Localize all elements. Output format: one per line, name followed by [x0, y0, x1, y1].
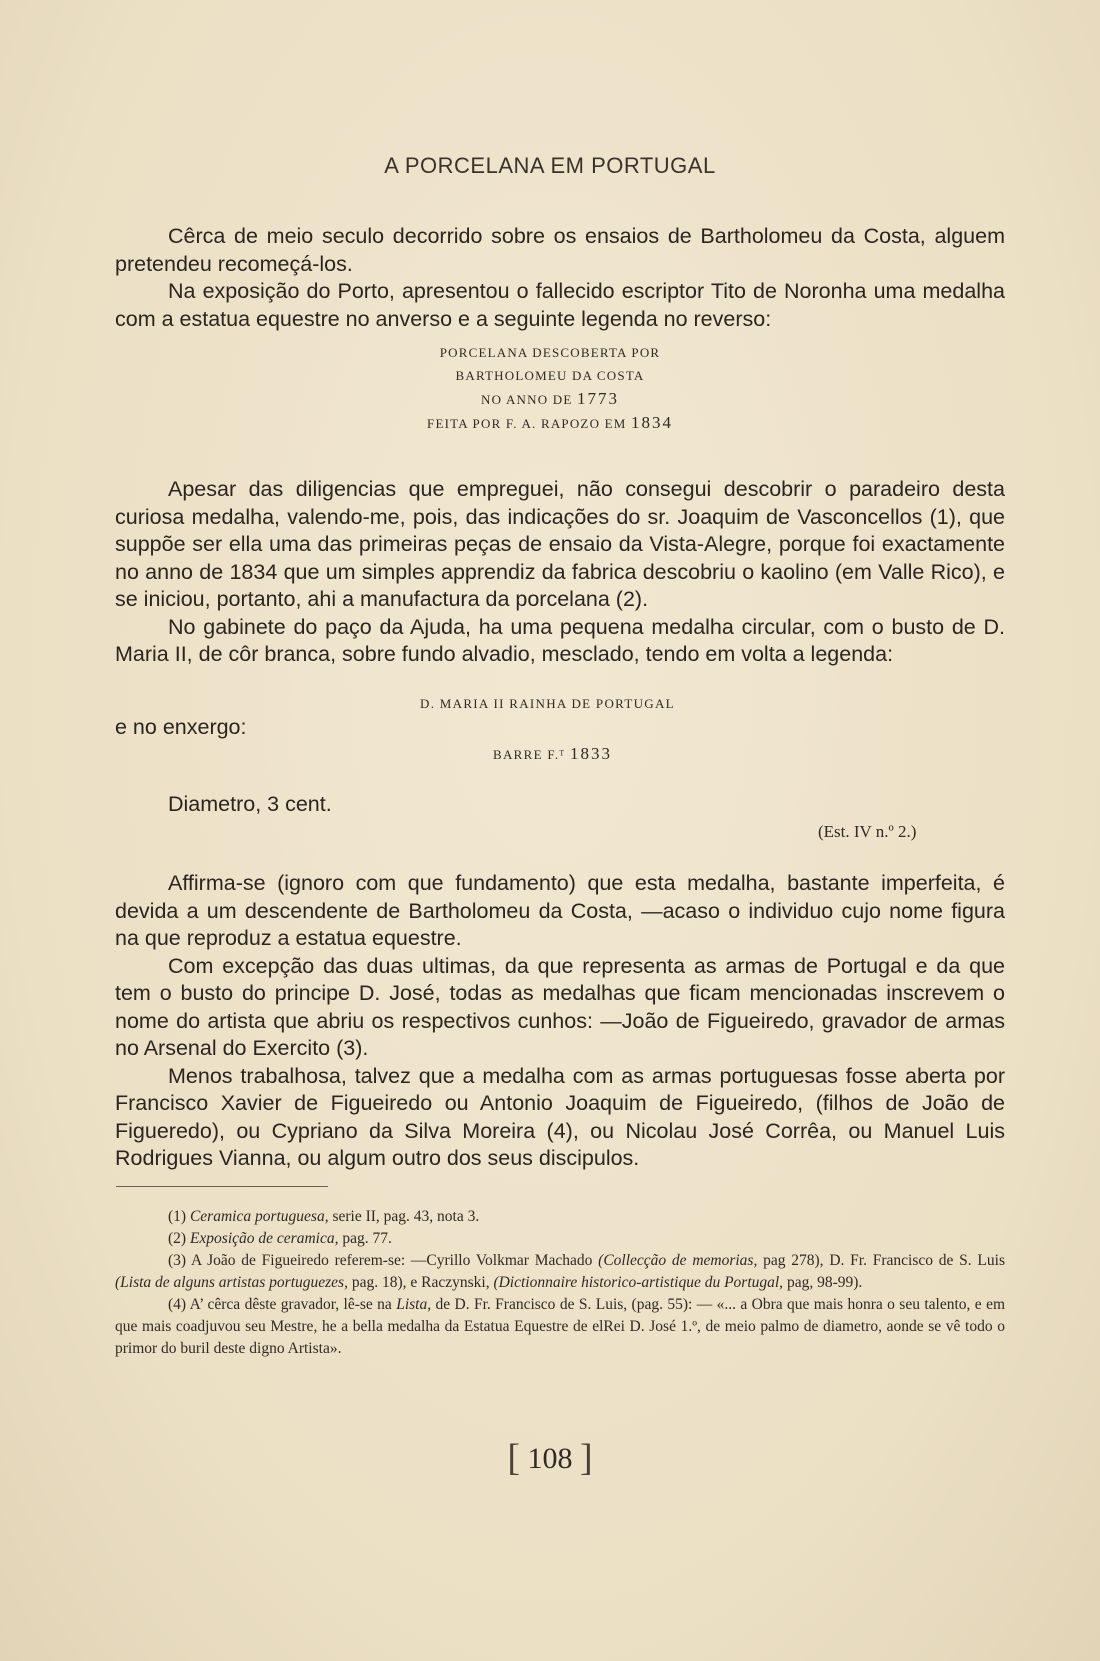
footnote-3-g: pag, 98-99).: [783, 1274, 863, 1291]
exergue-label: e no enxergo:: [115, 715, 247, 739]
paragraph-7: Menos trabalhosa, talvez que a medalha com as armas portuguesas fosse aberta por Francisco Xavier de Figueiredo ou Antonio Joaquim de Figueiredo, (filhos de João de Figueredo), ou Cypriano da Silva Moreira (4), ou Nicolau José Corrêa, ou Manuel Luis Rodrigues Vianna, ou algum outro dos seus discipulos.: [115, 1063, 1005, 1170]
legend2-line2-text: BARRE F.ᵀ: [493, 747, 566, 762]
footnote-3-e: pag. 18), e Raczynski,: [347, 1274, 494, 1291]
footnote-1: [115, 1206, 1005, 1228]
paragraph-6: Com excepção das duas ultimas, da que representa as armas de Portugal e da que tem o busto do principe D. José, todas as medalhas que ficam mencionadas inscrevem o nome do artista que abriu os respectivos cunhos: —João de Figueiredo, gravador de armas no Arsenal do Exercito (3).: [115, 953, 1005, 1060]
paragraph-4: No gabinete do paço da Ajuda, ha uma pequena medalha circular, com o busto de D. Maria II, de côr branca, sobre fundo alvadio, mesclado, tendo em volta a legenda:: [115, 614, 1005, 666]
footnote-2-rest: pag. 77.: [338, 1230, 392, 1247]
legend1-line3-text: NO ANNO DE: [481, 392, 573, 407]
footnote-1-title: Ceramica portuguesa,: [189, 1208, 329, 1225]
legend1-line4: [0, 411, 1100, 435]
footnote-2-title: Exposição de ceramica,: [189, 1230, 339, 1247]
legend2-line2: [493, 744, 612, 764]
legend1-line4-text: FEITA POR F. A. RAPOZO EM: [427, 416, 627, 431]
footnote-rule: [116, 1186, 328, 1187]
legend1-line3-year: 1773: [576, 389, 619, 408]
footnote-4-b: Lista,: [396, 1296, 432, 1313]
folio-number: 108: [527, 1442, 573, 1475]
footnote-3-c: pag 278), D. Fr. Francisco de S. Luis: [757, 1252, 1005, 1269]
diameter-note: Diametro, 3 cent.: [168, 792, 332, 816]
footnote-4: [115, 1294, 1005, 1360]
paragraph-3: Apesar das diligencias que empreguei, não consegui descobrir o paradeiro desta curiosa medalha, valendo-me, pois, das indicações do sr. Joaquim de Vasconcellos (1), que suppõe ser ella uma das primeiras peças de ensaio da Vista-Alegre, porque foi exactamente no anno de 1834 que um simples apprendiz da fabrica descobriu o kaolino (em Valle Rico), e se iniciou, portanto, ahi a manufactura da porcelana (2).: [115, 477, 1005, 611]
footnote-3-mark: (3): [168, 1252, 187, 1269]
legend1-line2: BARTHOLOMEU DA COSTA: [455, 368, 645, 383]
page-number: [0, 1436, 1100, 1480]
footnote-2-mark: (2): [168, 1230, 187, 1247]
body-section-1: [115, 223, 1005, 333]
paragraph-1: Cêrca de meio seculo decorrido sobre os ensaios de Bartholomeu da Costa, alguem pretendeu recomeçá-los.: [115, 224, 1005, 276]
footnote-4-c: de D. Fr. Francisco de S. Luis, (pag. 55): — «... a Obra que mais honra o seu talento, e em que mais coadjuvou seu Mestre, he a bella medalha da Estatua Equestre de elRei D. José 1.º, de meio palmo de diametro, aonde se vê todo o primor do buril deste digno Artista».: [115, 1296, 1006, 1357]
paragraph-5: Affirma-se (ignoro com que fundamento) que esta medalha, bastante imperfeita, é devida a um descendente de Bartholomeu da Costa, —acaso o individuo cujo nome figura na que reproduz a estatua equestre.: [115, 871, 1005, 950]
legend1-line1: PORCELANA DESCOBERTA POR: [439, 345, 661, 360]
footnote-3: [115, 1250, 1005, 1294]
running-head: A PORCELANA EM PORTUGAL: [384, 153, 716, 178]
legend1-line4-year: 1834: [630, 413, 673, 432]
footnote-4-a: A’ cêrca dêste gravador, lê-se na: [186, 1296, 397, 1313]
footnote-4-mark: (4): [168, 1296, 187, 1313]
paragraph-2: Na exposição do Porto, apresentou o fallecido escriptor Tito de Noronha uma medalha com a estatua equestre no anverso e a seguinte legenda no reverso:: [115, 279, 1005, 331]
body-section-2: [115, 476, 1005, 669]
legend2-line1: D. MARIA II RAINHA DE PORTUGAL: [420, 696, 675, 711]
legend2-line2-year: 1833: [570, 744, 613, 763]
footnote-3-a: A João de Figueiredo referem-se: —Cyrillo Volkmar Machado: [186, 1252, 599, 1269]
medal-legend-1: [0, 341, 1100, 435]
footnote-3-b: (Collecção de memorias,: [598, 1252, 758, 1269]
footnote-1-rest: serie II, pag. 43, nota 3.: [328, 1208, 480, 1225]
body-section-3: [115, 870, 1005, 1173]
folio-right-bracket: ]: [580, 1437, 593, 1479]
footnote-2: [115, 1228, 1005, 1250]
footnotes: [115, 1206, 1005, 1360]
footnote-1-mark: (1): [168, 1208, 187, 1225]
folio-left-bracket: [: [507, 1437, 520, 1479]
plate-reference: (Est. IV n.º 2.): [818, 822, 917, 841]
footnote-3-d: (Lista de alguns artistas portuguezes,: [115, 1274, 348, 1291]
footnote-3-f: (Dictionnaire historico-artistique du Portugal,: [493, 1274, 784, 1291]
legend1-line3: [0, 387, 1100, 411]
